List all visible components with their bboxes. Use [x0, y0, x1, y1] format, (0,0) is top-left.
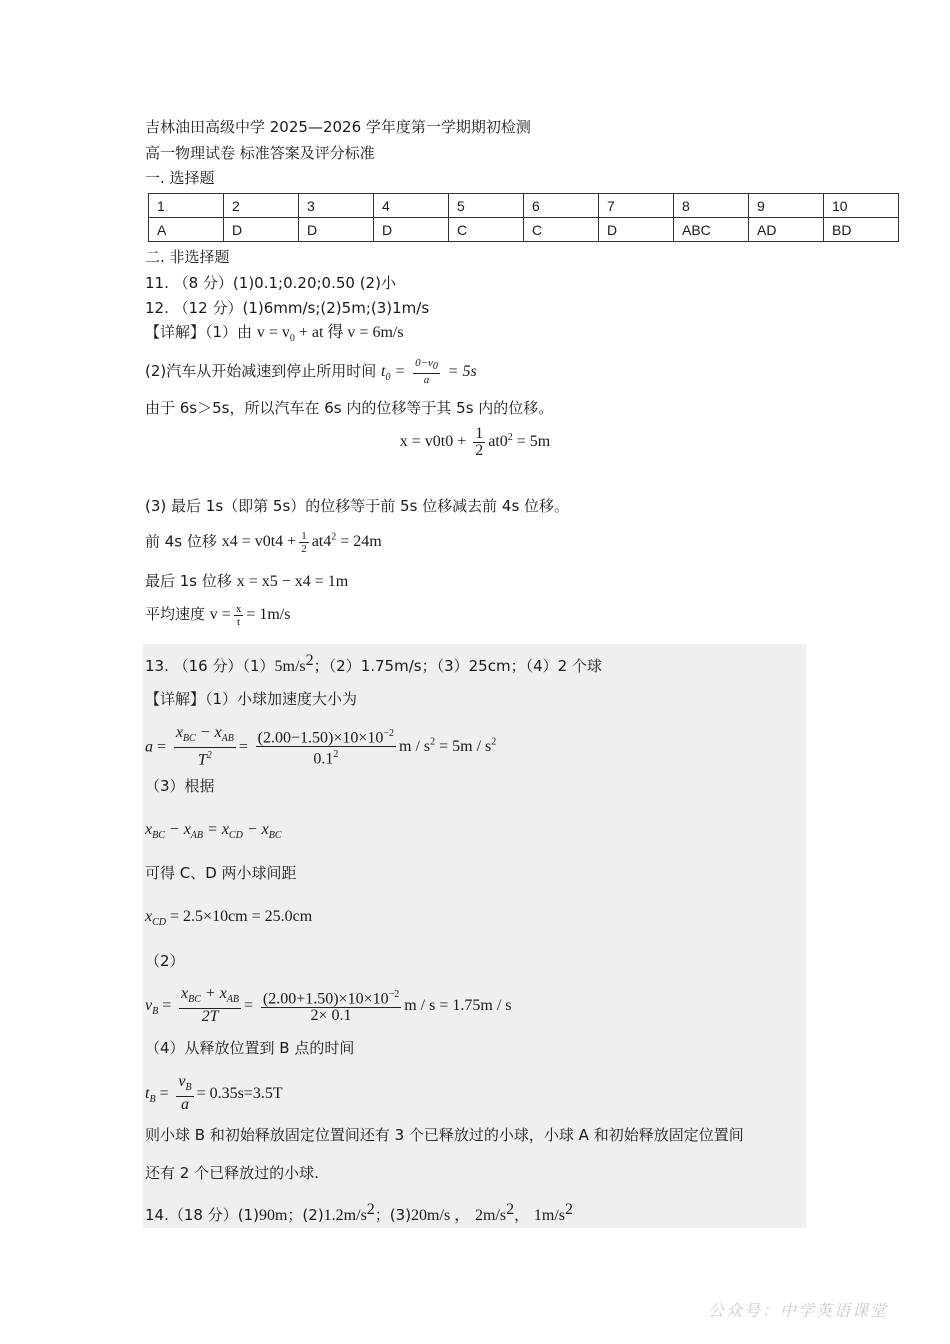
table-cell: 8: [674, 194, 749, 218]
table-cell: D: [374, 218, 449, 242]
document-subtitle: 高一物理试卷 标准答案及评分标准: [145, 144, 375, 162]
q12-detail-3: (3) 最后 1s（即第 5s）的位移等于前 5s 位移减去前 4s 位移。: [145, 497, 570, 515]
fraction: $\frac{x_{BC} + x_{AB}}{2T}$: [181, 985, 240, 1026]
equation: $v = v_0$ + at 得 v = 6m/s: [256, 324, 404, 345]
fraction: $\frac{(2.00-1.50)\times 10\times 10^{-2}}{0.1^2}$: [257, 727, 395, 768]
fraction: $\frac{x_{BC} - x_{AB}}{T^2}$: [175, 724, 234, 769]
equation: $t_0$ =: [381, 363, 406, 384]
q13-conclusion-1: 则小球 B 和初始释放固定位置间还有 3 个已释放过的小球，小球 A 和初始释放固定位置间: [145, 1126, 744, 1144]
q12-centered-equation: x = v0t0 + $\frac{1}{2}$ $at0^2 = 5m$: [399, 425, 551, 459]
table-cell: D: [599, 218, 674, 242]
table-cell: 9: [749, 194, 824, 218]
equation: v = $\frac{x}{t}$ = 1m/s: [209, 603, 291, 628]
table-cell: AD: [749, 218, 824, 242]
table-cell: BD: [824, 218, 899, 242]
q12-detail-3c: 平均速度 v = $\frac{x}{t}$ = 1m/s: [145, 603, 291, 628]
q13-equation-3: $x_{BC} - x_{AB} = x_{CD} - x_{BC}$: [145, 821, 282, 842]
q13-detail-3: （3）根据: [145, 777, 215, 795]
fraction: $\frac{(2.00+1.50)\times 10\times 10^{-2}}{2\times 0.1}$: [262, 988, 400, 1025]
q12-detail-2b: 由于 6s＞5s，所以汽车在 6s 内的位移等于其 5s 内的位移。: [145, 399, 554, 417]
document-title: 吉林油田高级中学 2025—2026 学年度第一学期期初检测: [145, 118, 531, 136]
table-cell: 3: [299, 194, 374, 218]
q12-detail-3b: 最后 1s 位移 x = x5 − x4 = 1m: [145, 572, 349, 590]
fraction: $\frac{0-v_0}{a}$: [415, 357, 438, 387]
q13-detail-1: 【详解】（1）小球加速度大小为: [145, 690, 358, 708]
table-cell: D: [299, 218, 374, 242]
q13-detail-2: （2）: [145, 952, 185, 970]
table-cell: C: [449, 218, 524, 242]
section-heading-open: 二. 非选择题: [145, 248, 230, 266]
fraction: $\frac{1}{2}$: [475, 425, 484, 459]
table-cell: A: [149, 218, 224, 242]
fraction: $\frac{v_B}{a}$: [178, 1073, 192, 1114]
table-cell: 2: [224, 194, 299, 218]
table-cell: 10: [824, 194, 899, 218]
table-cell: 4: [374, 194, 449, 218]
q13-conclusion-2: 还有 2 个已释放过的小球.: [145, 1164, 319, 1182]
q13-answer: 13. （16 分）$(1)5m/s^2$；（2）1.75m/s；（3）25cm；（4）2 个球: [145, 652, 602, 675]
watermark: 公众号：中学英语课堂: [708, 1301, 889, 1320]
q13-detail-4: （4）从释放位置到 B 点的时间: [145, 1039, 355, 1057]
equation: x4 = v0t4 + $\frac{1}{2}$ $at4^2 = 24m$: [221, 530, 382, 556]
text: (2)汽车从开始减速到停止所用时间: [145, 362, 377, 381]
q14-answer: 14.（18 分）(1)90m；$(2)1.2m/s^2$；(3)20m/s ， $2m/s^2$， $1m/s^2$: [145, 1201, 573, 1224]
table-cell: C: [524, 218, 599, 242]
q13-detail-3b: 可得 C、D 两小球间距: [145, 864, 297, 882]
table-row-numbers: [149, 194, 899, 218]
table-row-answers: [149, 218, 899, 242]
q12-detail-3a: 前 4s 位移 x4 = v0t4 + $\frac{1}{2}$ $at4^2 = 24m$: [145, 530, 382, 556]
table-cell: D: [224, 218, 299, 242]
section-heading-choice: 一. 选择题: [145, 169, 215, 187]
q13-velocity-equation: $v_B$ = $\frac{x_{BC} + x_{AB}}{2T}$ = $\frac{(2.00+1.50)\times 10\times 10^{-2}}{2\times 0.1}$ m / s = 1.75m / s: [145, 985, 512, 1026]
q12-detail-2: [145, 357, 477, 388]
q12-detail-1: [145, 322, 404, 349]
q13-acceleration-equation: a = $\frac{x_{BC} - x_{AB}}{T^2}$ = $\frac{(2.00-1.50)\times 10\times 10^{-2}}{0.1^2}$ $m / s^2 = 5m / s^2$: [145, 724, 497, 769]
answer-table: [148, 193, 899, 242]
q12-answer: 12. （12 分）(1)6mm/s;(2)5m;(3)1m/s: [145, 299, 430, 317]
table-cell: 6: [524, 194, 599, 218]
table-cell: 5: [449, 194, 524, 218]
table-cell: 1: [149, 194, 224, 218]
q13-equation-3b: $x_{CD} = 2.5\times 10cm = 25.0cm$: [145, 908, 313, 929]
q11-answer: 11. （8 分）(1)0.1;0.20;0.50 (2)小: [145, 274, 396, 292]
table-cell: ABC: [674, 218, 749, 242]
detail-label: 【详解】（1）由: [145, 323, 253, 341]
equation-result: = 5s: [447, 363, 477, 381]
table-cell: 7: [599, 194, 674, 218]
q13-time-equation: $t_B$ = $\frac{v_B}{a}$ = 0.35s=3.5T: [145, 1073, 283, 1114]
equation: x = x5 − x4 = 1m: [236, 573, 349, 590]
